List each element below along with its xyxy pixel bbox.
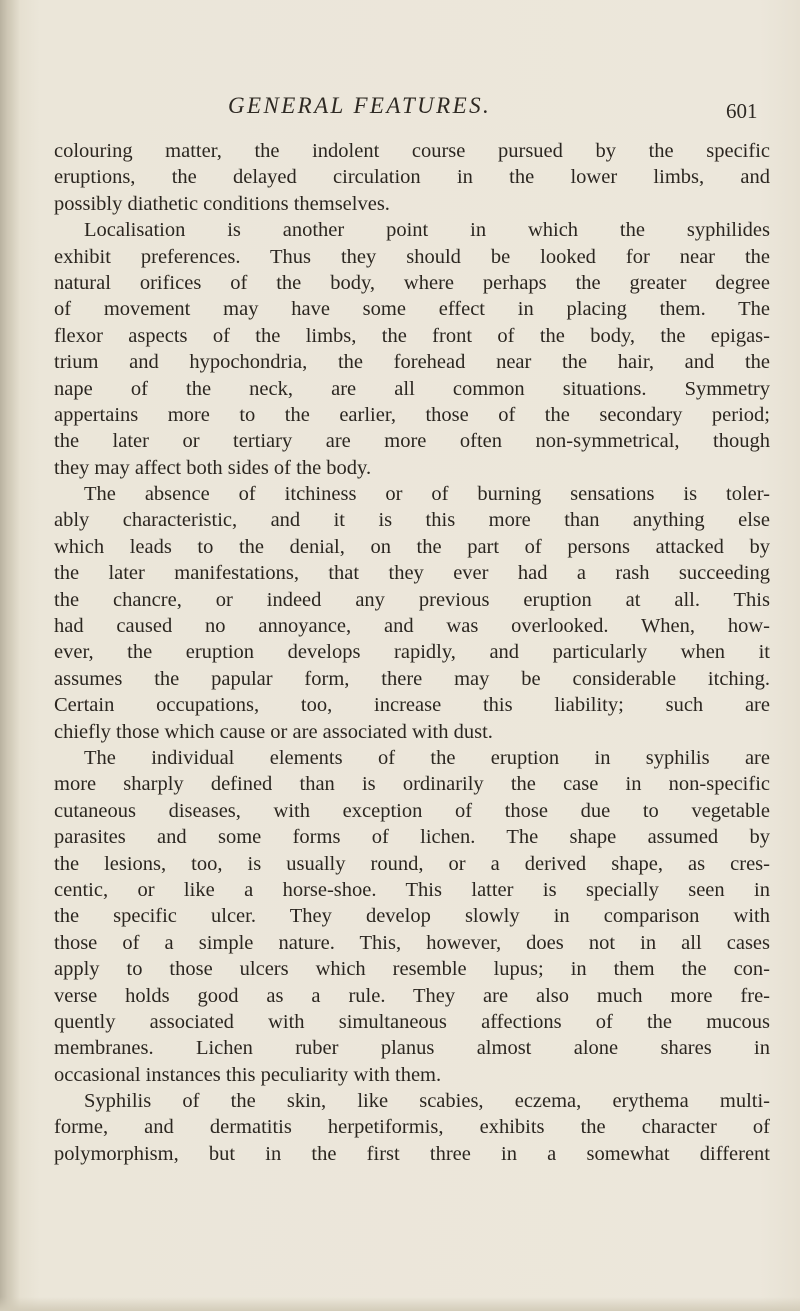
text-line: Localisation is another point in which the syphilides xyxy=(84,219,770,242)
text-line: The individual elements of the eruption in syphilis are xyxy=(84,746,770,769)
text-line: which leads to the denial, on the part of persons attacked by xyxy=(54,535,770,558)
text-line: chiefly those which cause or are associated with dust. xyxy=(54,720,493,743)
text-line: of movement may have some effect in placing them. The xyxy=(54,298,770,321)
text-line: quently associated with simultaneous affections of the mucous xyxy=(54,1010,770,1033)
text-line: ever, the eruption develops rapidly, and particularly when it xyxy=(54,641,770,664)
page-number: 601 xyxy=(726,99,758,123)
text-line: assumes the papular form, there may be considerable itching. xyxy=(54,667,770,690)
text-line: the later or tertiary are more often non-symmetrical, though xyxy=(54,430,770,453)
running-title: GENERAL FEATURES. xyxy=(228,93,492,118)
page-bottom-edge xyxy=(0,1297,800,1311)
text-line: the specific ulcer. They develop slowly in comparison with xyxy=(54,905,770,928)
text-line: exhibit preferences. Thus they should be looked for near the xyxy=(54,245,770,268)
text-line: centic, or like a horse-shoe. This latter is specially seen in xyxy=(54,878,770,901)
text-line: the lesions, too, is usually round, or a derived shape, as cres- xyxy=(54,852,770,875)
text-line: they may affect both sides of the body. xyxy=(54,456,372,479)
text-line: trium and hypochondria, the forehead near the hair, and the xyxy=(54,351,770,374)
body-text xyxy=(54,138,770,1167)
text-line: the later manifestations, that they ever had a rash succeeding xyxy=(54,562,770,585)
text-line: Syphilis of the skin, like scabies, eczema, erythema multi- xyxy=(84,1090,770,1113)
text-line: colouring matter, the indolent course pursued by the specific xyxy=(54,140,770,162)
text-line: eruptions, the delayed circulation in the lower limbs, and xyxy=(54,166,770,189)
text-line: verse holds good as a rule. They are also much more fre- xyxy=(54,984,770,1007)
text-line: flexor aspects of the limbs, the front of the body, the epigas- xyxy=(54,324,770,347)
text-line: had caused no annoyance, and was overlooked. When, how- xyxy=(54,615,770,638)
text-line: polymorphism, but in the first three in a somewhat different xyxy=(54,1142,770,1165)
text-line: cutaneous diseases, with exception of those due to vegetable xyxy=(54,799,770,822)
text-line: The absence of itchiness or of burning sensations is toler- xyxy=(84,483,770,506)
text-line: ably characteristic, and it is this more than anything else xyxy=(54,509,770,532)
text-line: those of a simple nature. This, however, does not in all cases xyxy=(54,931,770,954)
text-line: more sharply defined than is ordinarily the case in non-specific xyxy=(54,773,770,796)
text-line: apply to those ulcers which resemble lupus; in them the con- xyxy=(54,958,770,981)
text-line: membranes. Lichen ruber planus almost alone shares in xyxy=(54,1037,770,1060)
text-line: natural orifices of the body, where perhaps the greater degree xyxy=(54,271,770,294)
text-line: occasional instances this peculiarity with them. xyxy=(54,1063,442,1086)
text-line: the chancre, or indeed any previous eruption at all. This xyxy=(54,588,770,611)
text-line: forme, and dermatitis herpetiformis, exhibits the character of xyxy=(54,1116,770,1139)
text-line: nape of the neck, are all common situations. Symmetry xyxy=(54,377,770,400)
text-line: parasites and some forms of lichen. The shape assumed by xyxy=(54,826,770,849)
page-gutter-shadow xyxy=(0,0,20,1311)
text-line: appertains more to the earlier, those of the secondary period; xyxy=(54,403,770,426)
text-line: possibly diathetic conditions themselves. xyxy=(54,192,390,215)
text-line: Certain occupations, too, increase this liability; such are xyxy=(54,694,770,717)
